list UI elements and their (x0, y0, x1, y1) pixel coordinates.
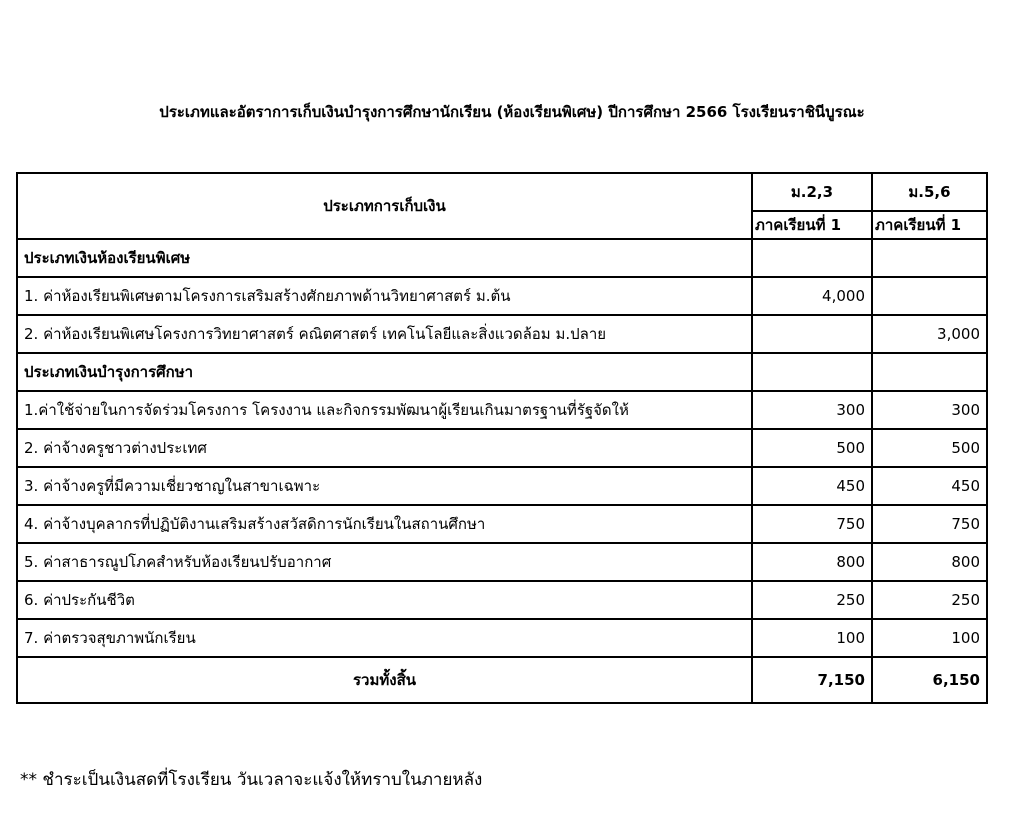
fee-label: 1.ค่าใช้จ่ายในการจัดร่วมโครงการ โครงงาน และกิจกรรมพัฒนาผู้เรียนเกินมาตรฐานที่รัฐจัดให้ (17, 391, 752, 429)
fee-amount-m23: 750 (752, 505, 872, 543)
fee-label: 7. ค่าตรวจสุขภาพนักเรียน (17, 619, 752, 657)
fee-amount-m23: 300 (752, 391, 872, 429)
fee-amount-m23: 800 (752, 543, 872, 581)
fee-amount-m56: 100 (872, 619, 987, 657)
fee-amount-m56: 500 (872, 429, 987, 467)
table-row (17, 619, 987, 657)
table-row (17, 505, 987, 543)
fee-label: 4. ค่าจ้างบุคลากรที่ปฏิบัติงานเสริมสร้างสวัสดิการนักเรียนในสถานศึกษา (17, 505, 752, 543)
section-row (17, 239, 987, 277)
table-row (17, 581, 987, 619)
fee-label: 6. ค่าประกันชีวิต (17, 581, 752, 619)
table-row (17, 467, 987, 505)
fee-amount-m23: 500 (752, 429, 872, 467)
fee-label: 5. ค่าสาธารณูปโภคสำหรับห้องเรียนปรับอากาศ (17, 543, 752, 581)
table-row (17, 315, 987, 353)
fee-amount-m56 (872, 277, 987, 315)
fee-amount-m56: 300 (872, 391, 987, 429)
fee-label: 3. ค่าจ้างครูที่มีความเชี่ยวชาญในสาขาเฉพาะ (17, 467, 752, 505)
empty-cell (752, 353, 872, 391)
term-header-m23: ภาคเรียนที่ 1 (752, 211, 872, 239)
fee-label: 2. ค่าจ้างครูชาวต่างประเทศ (17, 429, 752, 467)
total-amount-m56: 6,150 (872, 657, 987, 703)
fee-amount-m23: 450 (752, 467, 872, 505)
fee-amount-m23: 100 (752, 619, 872, 657)
fee-amount-m56: 250 (872, 581, 987, 619)
section-label: ประเภทเงินห้องเรียนพิเศษ (17, 239, 752, 277)
term-header-m56: ภาคเรียนที่ 1 (872, 211, 987, 239)
fee-amount-m23: 4,000 (752, 277, 872, 315)
payment-note: ** ชำระเป็นเงินสดที่โรงเรียน วันเวลาจะแจ้งให้ทราบในภายหลัง (20, 770, 483, 790)
category-header: ประเภทการเก็บเงิน (17, 173, 752, 239)
document-title: ประเภทและอัตราการเก็บเงินบำรุงการศึกษานักเรียน (ห้องเรียนพิเศษ) ปีการศึกษา 2566 โรงเรียนราชินีบูรณะ (159, 103, 865, 121)
fee-amount-m56: 3,000 (872, 315, 987, 353)
grade-header-m23: ม.2,3 (752, 173, 872, 211)
empty-cell (872, 239, 987, 277)
grade-header-m56: ม.5,6 (872, 173, 987, 211)
total-amount-m23: 7,150 (752, 657, 872, 703)
header-row (17, 173, 987, 211)
fee-table (16, 172, 988, 704)
table-row (17, 543, 987, 581)
fee-label: 1. ค่าห้องเรียนพิเศษตามโครงการเสริมสร้างศักยภาพด้านวิทยาศาสตร์ ม.ต้น (17, 277, 752, 315)
fee-amount-m56: 450 (872, 467, 987, 505)
fee-label: 2. ค่าห้องเรียนพิเศษโครงการวิทยาศาสตร์ คณิตศาสตร์ เทคโนโลยีและสิ่งแวดล้อม ม.ปลาย (17, 315, 752, 353)
section-row (17, 353, 987, 391)
fee-amount-m23: 250 (752, 581, 872, 619)
fee-amount-m56: 800 (872, 543, 987, 581)
section-label: ประเภทเงินบำรุงการศึกษา (17, 353, 752, 391)
empty-cell (752, 239, 872, 277)
fee-amount-m56: 750 (872, 505, 987, 543)
empty-cell (872, 353, 987, 391)
total-label: รวมทั้งสิ้น (17, 657, 752, 703)
table-row (17, 391, 987, 429)
total-row (17, 657, 987, 703)
table-row (17, 277, 987, 315)
fee-amount-m23 (752, 315, 872, 353)
table-row (17, 429, 987, 467)
